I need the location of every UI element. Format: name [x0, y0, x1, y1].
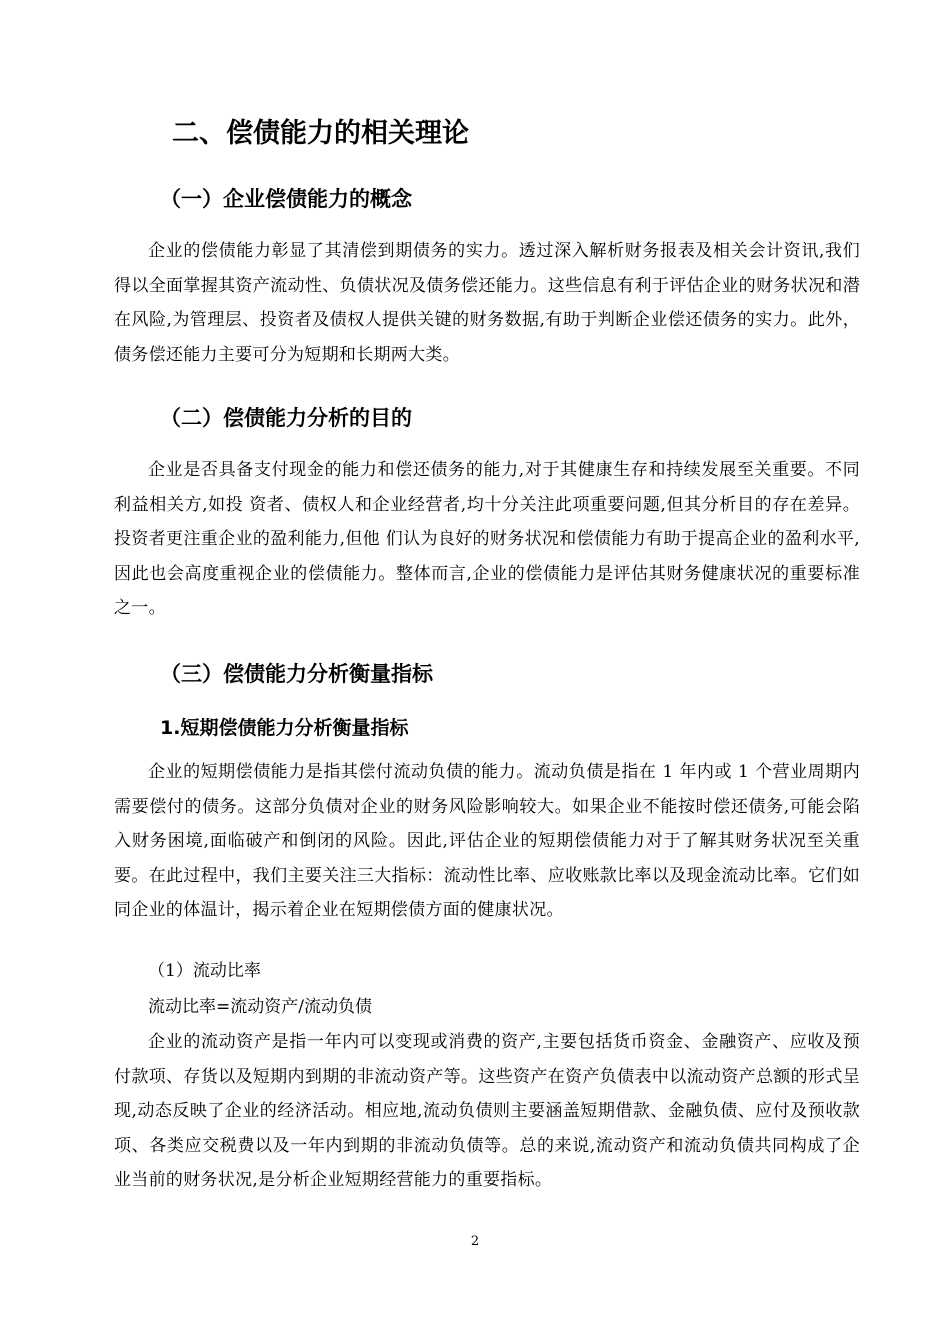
- section-1-paragraph: 企业的偿债能力彰显了其清偿到期债务的实力。透过深入解析财务报表及相关会计资讯,我们得以全面掌握其资产流动性、负债状况及债务偿还能力。这些信息有利于评估企业的财务状况和潜在风险,为管理层、投资者及债权人提供关键的财务数据,有助于判断企业偿还债务的实力。此外，债务偿还能力主要可分为短期和长期两大类。: [114, 241, 860, 365]
- section-3-title: （三）偿债能力分析衡量指标: [160, 662, 433, 686]
- chapter-heading: 二、偿债能力的相关理论: [172, 118, 469, 149]
- item-paragraph: 企业的流动资产是指一年内可以变现或消费的资产,主要包括货币资金、金融资产、应收及预付款项、存货以及短期内到期的非流动资产等。这些资产在资产负债表中以流动资产总额的形式呈现,动态反映了企业的经济活动。相应地,流动负债则主要涵盖短期借款、金融负债、应付及预收款项、各类应交税费以及一年内到期的非流动负债等。总的来说,流动资产和流动负债共同构成了企业当前的财务状况,是分析企业短期经营能力的重要指标。: [114, 1032, 860, 1190]
- subsection-1-paragraph: 企业的短期偿债能力是指其偿付流动负债的能力。流动负债是指在 1 年内或 1 个营业周期内需要偿付的债务。这部分负债对企业的财务风险影响较大。如果企业不能按时偿还债务,可能会陷入财务困境,面临破产和倒闭的风险。因此,评估企业的短期偿债能力对于了解其财务状况至关重要。在此过程中，我们主要关注三大指标：流动性比率、应收账款比率以及现金流动比率。它们如同企业的体温计，揭示着企业在短期偿债方面的健康状况。: [114, 762, 860, 920]
- section-2-title: （二）偿债能力分析的目的: [160, 406, 412, 430]
- section-2-paragraph: 企业是否具备支付现金的能力和偿还债务的能力,对于其健康生存和持续发展至关重要。不同利益相关方,如投 资者、债权人和企业经营者,均十分关注此项重要问题,但其分析目的存在差异。投资者更注重企业的盈利能力,但他 们认为良好的财务状况和偿债能力有助于提高企业的盈利水平,因此也会高度重视企业的偿债能力。整体而言,企业的偿债能力是评估其财务健康状况的重要标准之一。: [114, 460, 860, 618]
- section-1-title: （一）企业偿债能力的概念: [160, 187, 412, 211]
- page-number: 2: [470, 1234, 480, 1249]
- subsection-1-title: 1.短期偿债能力分析衡量指标: [160, 717, 409, 739]
- formula: 流动比率=流动资产/流动负债: [148, 997, 372, 1017]
- item-label: （1）流动比率: [148, 961, 261, 981]
